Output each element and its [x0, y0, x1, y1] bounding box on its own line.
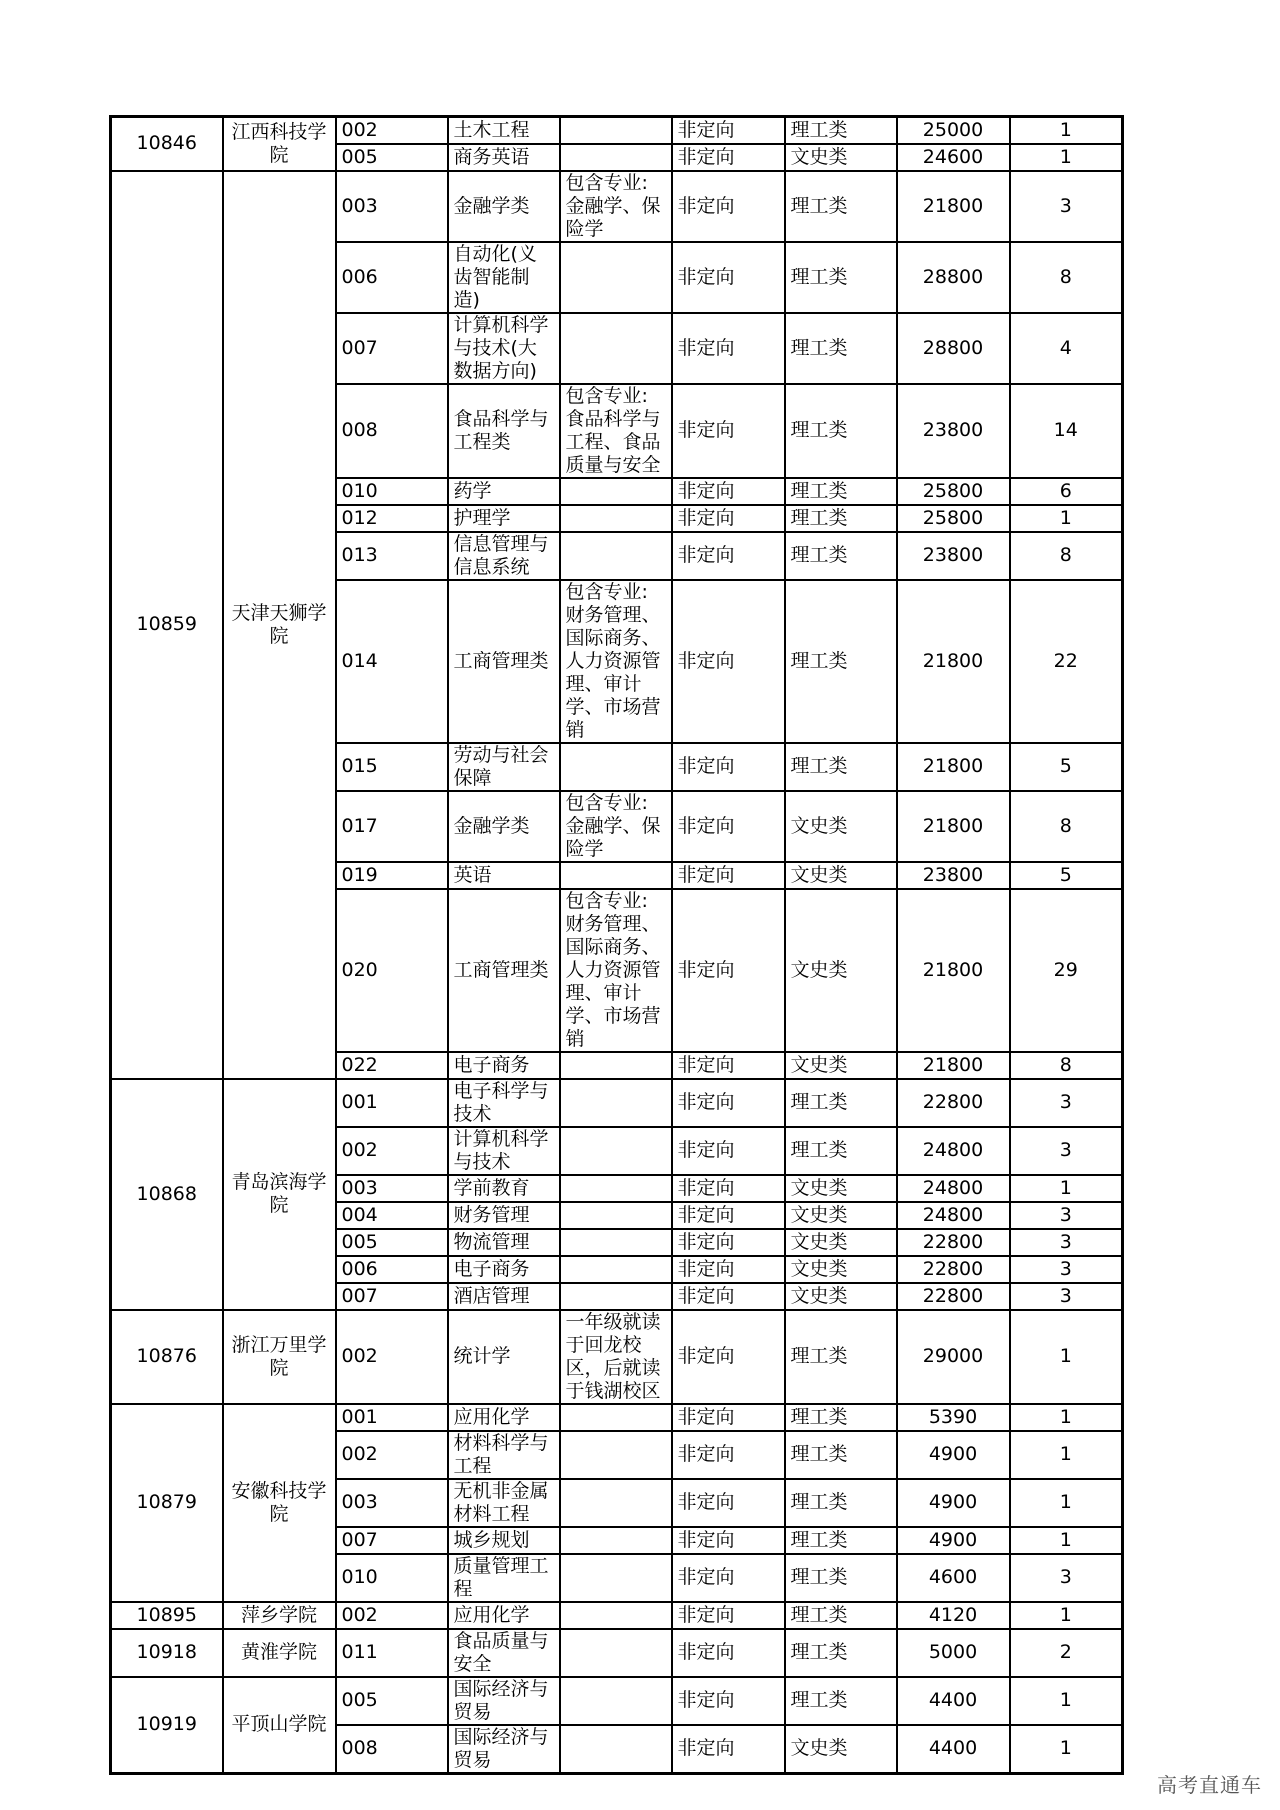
tuition-fee-cell: 24800 — [897, 1202, 1010, 1229]
major-name-cell: 计算机科学与技术(大数据方向) — [448, 313, 560, 384]
major-code-cell: 004 — [336, 1202, 448, 1229]
major-code-cell: 014 — [336, 580, 448, 743]
major-note-cell — [560, 1431, 672, 1479]
major-name-cell: 护理学 — [448, 505, 560, 532]
plan-count-cell: 8 — [1010, 791, 1123, 862]
major-name-cell: 国际经济与贸易 — [448, 1725, 560, 1774]
major-note-cell — [560, 1725, 672, 1774]
plan-count-cell: 3 — [1010, 1202, 1123, 1229]
major-note-cell: 包含专业:食品科学与工程、食品质量与安全 — [560, 384, 672, 478]
major-note-cell — [560, 862, 672, 889]
subject-category-cell: 理工类 — [785, 1554, 897, 1602]
enrollment-type-cell: 非定向 — [672, 1479, 785, 1527]
major-code-cell: 007 — [336, 1527, 448, 1554]
subject-category-cell: 文史类 — [785, 889, 897, 1052]
major-code-cell: 011 — [336, 1629, 448, 1677]
tuition-fee-cell: 22800 — [897, 1229, 1010, 1256]
plan-count-cell: 4 — [1010, 313, 1123, 384]
major-name-cell: 金融学类 — [448, 171, 560, 242]
subject-category-cell: 理工类 — [785, 580, 897, 743]
plan-count-cell: 1 — [1010, 505, 1123, 532]
plan-count-cell: 3 — [1010, 171, 1123, 242]
major-code-cell: 006 — [336, 1256, 448, 1283]
tuition-fee-cell: 21800 — [897, 889, 1010, 1052]
school-name-cell: 萍乡学院 — [223, 1602, 336, 1629]
major-name-cell: 财务管理 — [448, 1202, 560, 1229]
major-note-cell — [560, 242, 672, 313]
major-code-cell: 006 — [336, 242, 448, 313]
major-code-cell: 005 — [336, 1677, 448, 1725]
table-row — [111, 1629, 1123, 1677]
major-note-cell — [560, 1175, 672, 1202]
major-note-cell: 包含专业:财务管理、国际商务、人力资源管理、审计学、市场营销 — [560, 889, 672, 1052]
tuition-fee-cell: 23800 — [897, 384, 1010, 478]
subject-category-cell: 理工类 — [785, 1310, 897, 1404]
major-name-cell: 工商管理类 — [448, 580, 560, 743]
major-note-cell: 包含专业:财务管理、国际商务、人力资源管理、审计学、市场营销 — [560, 580, 672, 743]
subject-category-cell: 文史类 — [785, 1725, 897, 1774]
plan-count-cell: 1 — [1010, 1175, 1123, 1202]
plan-count-cell: 3 — [1010, 1256, 1123, 1283]
enrollment-type-cell: 非定向 — [672, 791, 785, 862]
plan-count-cell: 8 — [1010, 1052, 1123, 1079]
subject-category-cell: 理工类 — [785, 532, 897, 580]
plan-count-cell: 3 — [1010, 1127, 1123, 1175]
subject-category-cell: 理工类 — [785, 1479, 897, 1527]
table-row — [111, 1310, 1123, 1404]
enrollment-type-cell: 非定向 — [672, 1310, 785, 1404]
major-name-cell: 城乡规划 — [448, 1527, 560, 1554]
subject-category-cell: 理工类 — [785, 1431, 897, 1479]
enrollment-type-cell: 非定向 — [672, 1127, 785, 1175]
major-name-cell: 信息管理与信息系统 — [448, 532, 560, 580]
tuition-fee-cell: 25000 — [897, 117, 1010, 144]
plan-count-cell: 3 — [1010, 1554, 1123, 1602]
major-code-cell: 005 — [336, 144, 448, 171]
major-note-cell — [560, 313, 672, 384]
plan-count-cell: 3 — [1010, 1079, 1123, 1127]
enrollment-type-cell: 非定向 — [672, 1283, 785, 1310]
tuition-fee-cell: 21800 — [897, 791, 1010, 862]
major-name-cell: 质量管理工程 — [448, 1554, 560, 1602]
tuition-fee-cell: 21800 — [897, 580, 1010, 743]
enrollment-type-cell: 非定向 — [672, 1554, 785, 1602]
school-code-cell: 10876 — [111, 1310, 223, 1404]
enrollment-type-cell: 非定向 — [672, 889, 785, 1052]
major-name-cell: 应用化学 — [448, 1404, 560, 1431]
subject-category-cell: 理工类 — [785, 743, 897, 791]
subject-category-cell: 理工类 — [785, 1127, 897, 1175]
major-note-cell — [560, 1602, 672, 1629]
table-row — [111, 1404, 1123, 1431]
table-row — [111, 1677, 1123, 1725]
table-body — [111, 117, 1123, 1774]
major-code-cell: 010 — [336, 478, 448, 505]
major-name-cell: 应用化学 — [448, 1602, 560, 1629]
major-note-cell — [560, 478, 672, 505]
major-code-cell: 020 — [336, 889, 448, 1052]
major-code-cell: 002 — [336, 1310, 448, 1404]
major-code-cell: 003 — [336, 171, 448, 242]
subject-category-cell: 理工类 — [785, 384, 897, 478]
table-row — [111, 117, 1123, 144]
school-code-cell: 10859 — [111, 171, 223, 1079]
plan-count-cell: 29 — [1010, 889, 1123, 1052]
major-code-cell: 019 — [336, 862, 448, 889]
enrollment-type-cell: 非定向 — [672, 1404, 785, 1431]
school-name-cell: 江西科技学院 — [223, 117, 336, 171]
enrollment-type-cell: 非定向 — [672, 117, 785, 144]
major-code-cell: 017 — [336, 791, 448, 862]
plan-count-cell: 1 — [1010, 144, 1123, 171]
subject-category-cell: 文史类 — [785, 1283, 897, 1310]
subject-category-cell: 理工类 — [785, 171, 897, 242]
plan-count-cell: 6 — [1010, 478, 1123, 505]
major-note-cell — [560, 1256, 672, 1283]
enrollment-type-cell: 非定向 — [672, 242, 785, 313]
major-name-cell: 计算机科学与技术 — [448, 1127, 560, 1175]
major-code-cell: 003 — [336, 1479, 448, 1527]
plan-count-cell: 5 — [1010, 862, 1123, 889]
major-note-cell — [560, 1127, 672, 1175]
enrollment-type-cell: 非定向 — [672, 1202, 785, 1229]
tuition-fee-cell: 21800 — [897, 1052, 1010, 1079]
enrollment-type-cell: 非定向 — [672, 1677, 785, 1725]
enrollment-type-cell: 非定向 — [672, 478, 785, 505]
major-name-cell: 金融学类 — [448, 791, 560, 862]
plan-count-cell: 1 — [1010, 1404, 1123, 1431]
subject-category-cell: 理工类 — [785, 1602, 897, 1629]
major-note-cell — [560, 1404, 672, 1431]
enrollment-type-cell: 非定向 — [672, 1229, 785, 1256]
tuition-fee-cell: 5000 — [897, 1629, 1010, 1677]
subject-category-cell: 文史类 — [785, 791, 897, 862]
enrollment-type-cell: 非定向 — [672, 1175, 785, 1202]
enrollment-type-cell: 非定向 — [672, 1602, 785, 1629]
tuition-fee-cell: 23800 — [897, 532, 1010, 580]
tuition-fee-cell: 4900 — [897, 1431, 1010, 1479]
tuition-fee-cell: 4120 — [897, 1602, 1010, 1629]
major-code-cell: 008 — [336, 384, 448, 478]
plan-count-cell: 1 — [1010, 1527, 1123, 1554]
enrollment-type-cell: 非定向 — [672, 505, 785, 532]
major-note-cell — [560, 117, 672, 144]
plan-count-cell: 14 — [1010, 384, 1123, 478]
school-code-cell: 10895 — [111, 1602, 223, 1629]
subject-category-cell: 理工类 — [785, 117, 897, 144]
table-row — [111, 1602, 1123, 1629]
tuition-fee-cell: 23800 — [897, 862, 1010, 889]
tuition-fee-cell: 29000 — [897, 1310, 1010, 1404]
plan-count-cell: 8 — [1010, 242, 1123, 313]
major-name-cell: 物流管理 — [448, 1229, 560, 1256]
subject-category-cell: 理工类 — [785, 1677, 897, 1725]
major-code-cell: 001 — [336, 1079, 448, 1127]
subject-category-cell: 理工类 — [785, 1404, 897, 1431]
subject-category-cell: 文史类 — [785, 1229, 897, 1256]
major-code-cell: 005 — [336, 1229, 448, 1256]
school-name-cell: 平顶山学院 — [223, 1677, 336, 1774]
enrollment-type-cell: 非定向 — [672, 1725, 785, 1774]
plan-count-cell: 3 — [1010, 1229, 1123, 1256]
major-name-cell: 学前教育 — [448, 1175, 560, 1202]
major-name-cell: 电子商务 — [448, 1256, 560, 1283]
subject-category-cell: 文史类 — [785, 1256, 897, 1283]
school-code-cell: 10919 — [111, 1677, 223, 1774]
tuition-fee-cell: 25800 — [897, 505, 1010, 532]
school-name-cell: 浙江万里学院 — [223, 1310, 336, 1404]
enrollment-type-cell: 非定向 — [672, 862, 785, 889]
enrollment-type-cell: 非定向 — [672, 1431, 785, 1479]
major-code-cell: 022 — [336, 1052, 448, 1079]
subject-category-cell: 理工类 — [785, 1079, 897, 1127]
major-note-cell — [560, 1527, 672, 1554]
major-note-cell — [560, 743, 672, 791]
enrollment-type-cell: 非定向 — [672, 532, 785, 580]
major-note-cell — [560, 1283, 672, 1310]
major-code-cell: 012 — [336, 505, 448, 532]
school-name-cell: 天津天狮学院 — [223, 171, 336, 1079]
major-code-cell: 015 — [336, 743, 448, 791]
major-name-cell: 英语 — [448, 862, 560, 889]
school-code-cell: 10868 — [111, 1079, 223, 1310]
major-code-cell: 013 — [336, 532, 448, 580]
tuition-fee-cell: 4900 — [897, 1479, 1010, 1527]
tuition-fee-cell: 24600 — [897, 144, 1010, 171]
plan-count-cell: 8 — [1010, 532, 1123, 580]
school-code-cell: 10879 — [111, 1404, 223, 1602]
major-note-cell — [560, 505, 672, 532]
major-code-cell: 002 — [336, 1127, 448, 1175]
subject-category-cell: 文史类 — [785, 1052, 897, 1079]
tuition-fee-cell: 21800 — [897, 743, 1010, 791]
major-note-cell — [560, 1202, 672, 1229]
table-row — [111, 171, 1123, 242]
subject-category-cell: 理工类 — [785, 313, 897, 384]
plan-count-cell: 1 — [1010, 1602, 1123, 1629]
major-name-cell: 材料科学与工程 — [448, 1431, 560, 1479]
tuition-fee-cell: 5390 — [897, 1404, 1010, 1431]
plan-count-cell: 5 — [1010, 743, 1123, 791]
major-code-cell: 001 — [336, 1404, 448, 1431]
plan-count-cell: 1 — [1010, 1431, 1123, 1479]
major-code-cell: 002 — [336, 1431, 448, 1479]
major-note-cell: 一年级就读于回龙校区，后就读于钱湖校区 — [560, 1310, 672, 1404]
major-name-cell: 无机非金属材料工程 — [448, 1479, 560, 1527]
major-note-cell — [560, 1052, 672, 1079]
enrollment-type-cell: 非定向 — [672, 1052, 785, 1079]
major-note-cell — [560, 144, 672, 171]
major-name-cell: 食品科学与工程类 — [448, 384, 560, 478]
table-row — [111, 1079, 1123, 1127]
major-name-cell: 药学 — [448, 478, 560, 505]
major-note-cell — [560, 532, 672, 580]
plan-count-cell: 1 — [1010, 1725, 1123, 1774]
plan-count-cell: 1 — [1010, 1479, 1123, 1527]
enrollment-type-cell: 非定向 — [672, 580, 785, 743]
major-name-cell: 土木工程 — [448, 117, 560, 144]
enrollment-type-cell: 非定向 — [672, 171, 785, 242]
major-name-cell: 酒店管理 — [448, 1283, 560, 1310]
major-name-cell: 劳动与社会保障 — [448, 743, 560, 791]
enrollment-type-cell: 非定向 — [672, 313, 785, 384]
major-note-cell — [560, 1677, 672, 1725]
subject-category-cell: 理工类 — [785, 242, 897, 313]
major-code-cell: 002 — [336, 1602, 448, 1629]
plan-count-cell: 3 — [1010, 1283, 1123, 1310]
major-note-cell — [560, 1479, 672, 1527]
major-code-cell: 008 — [336, 1725, 448, 1774]
tuition-fee-cell: 4600 — [897, 1554, 1010, 1602]
major-code-cell: 003 — [336, 1175, 448, 1202]
major-name-cell: 工商管理类 — [448, 889, 560, 1052]
major-name-cell: 食品质量与安全 — [448, 1629, 560, 1677]
subject-category-cell: 文史类 — [785, 1175, 897, 1202]
school-code-cell: 10846 — [111, 117, 223, 171]
subject-category-cell: 文史类 — [785, 144, 897, 171]
tuition-fee-cell: 22800 — [897, 1079, 1010, 1127]
major-name-cell: 自动化(义齿智能制造) — [448, 242, 560, 313]
school-name-cell: 黄淮学院 — [223, 1629, 336, 1677]
tuition-fee-cell: 21800 — [897, 171, 1010, 242]
plan-count-cell: 22 — [1010, 580, 1123, 743]
enrollment-type-cell: 非定向 — [672, 1527, 785, 1554]
major-name-cell: 电子科学与技术 — [448, 1079, 560, 1127]
major-note-cell: 包含专业:金融学、保险学 — [560, 171, 672, 242]
watermark-text: 高考直通车 — [1157, 1773, 1262, 1797]
major-code-cell: 007 — [336, 313, 448, 384]
enrollment-type-cell: 非定向 — [672, 384, 785, 478]
tuition-fee-cell: 4400 — [897, 1677, 1010, 1725]
enrollment-type-cell: 非定向 — [672, 1629, 785, 1677]
subject-category-cell: 理工类 — [785, 1629, 897, 1677]
subject-category-cell: 理工类 — [785, 505, 897, 532]
enrollment-type-cell: 非定向 — [672, 1079, 785, 1127]
tuition-fee-cell: 22800 — [897, 1256, 1010, 1283]
tuition-fee-cell: 4900 — [897, 1527, 1010, 1554]
tuition-fee-cell: 22800 — [897, 1283, 1010, 1310]
subject-category-cell: 理工类 — [785, 1527, 897, 1554]
admissions-plan-table — [109, 115, 1124, 1775]
major-note-cell — [560, 1629, 672, 1677]
tuition-fee-cell: 4400 — [897, 1725, 1010, 1774]
school-name-cell: 安徽科技学院 — [223, 1404, 336, 1602]
tuition-fee-cell: 28800 — [897, 242, 1010, 313]
major-name-cell: 电子商务 — [448, 1052, 560, 1079]
major-name-cell: 统计学 — [448, 1310, 560, 1404]
major-note-cell: 包含专业:金融学、保险学 — [560, 791, 672, 862]
subject-category-cell: 文史类 — [785, 1202, 897, 1229]
major-name-cell: 商务英语 — [448, 144, 560, 171]
major-name-cell: 国际经济与贸易 — [448, 1677, 560, 1725]
enrollment-type-cell: 非定向 — [672, 743, 785, 791]
major-note-cell — [560, 1229, 672, 1256]
tuition-fee-cell: 24800 — [897, 1175, 1010, 1202]
tuition-fee-cell: 25800 — [897, 478, 1010, 505]
plan-count-cell: 1 — [1010, 117, 1123, 144]
plan-count-cell: 1 — [1010, 1677, 1123, 1725]
tuition-fee-cell: 28800 — [897, 313, 1010, 384]
tuition-fee-cell: 24800 — [897, 1127, 1010, 1175]
enrollment-type-cell: 非定向 — [672, 144, 785, 171]
school-name-cell: 青岛滨海学院 — [223, 1079, 336, 1310]
major-code-cell: 010 — [336, 1554, 448, 1602]
enrollment-type-cell: 非定向 — [672, 1256, 785, 1283]
major-code-cell: 002 — [336, 117, 448, 144]
plan-count-cell: 2 — [1010, 1629, 1123, 1677]
subject-category-cell: 理工类 — [785, 478, 897, 505]
major-note-cell — [560, 1554, 672, 1602]
major-code-cell: 007 — [336, 1283, 448, 1310]
major-note-cell — [560, 1079, 672, 1127]
subject-category-cell: 文史类 — [785, 862, 897, 889]
plan-count-cell: 1 — [1010, 1310, 1123, 1404]
school-code-cell: 10918 — [111, 1629, 223, 1677]
